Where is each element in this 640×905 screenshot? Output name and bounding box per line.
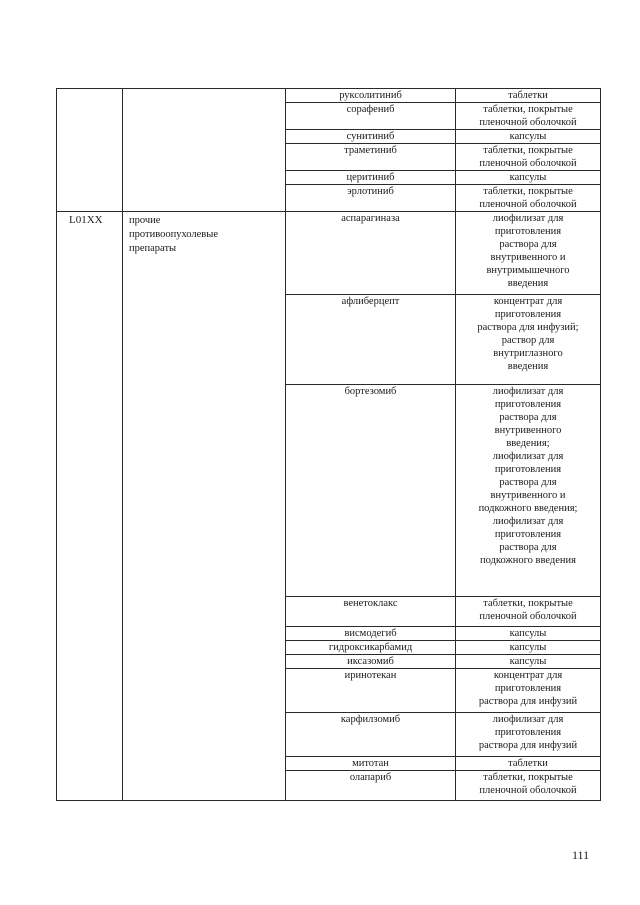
dosage-form-cell [456, 171, 601, 185]
drug-name-cell: руксолитиниб [286, 89, 456, 103]
drug-name-cell: митотан [286, 757, 456, 771]
dosage-form-text: капсулы [509, 628, 547, 639]
drug-name-cell: гидроксикарбамид [286, 641, 456, 655]
drug-name-cell: сунитиниб [286, 130, 456, 144]
dosage-form-text: таблетки, покрытые пленочной оболочкой [479, 145, 577, 169]
atc-code-cell [57, 89, 123, 212]
dosage-form-cell [456, 385, 601, 597]
dosage-form-cell [456, 89, 601, 103]
dosage-form-cell [456, 103, 601, 130]
group-title-cell [123, 89, 286, 212]
page-number: 111 [572, 848, 590, 862]
dosage-form-text: лиофилизат для приготовления раствора для инфузий [478, 714, 578, 751]
dosage-form-text: таблетки, покрытые пленочной оболочкой [479, 772, 577, 796]
drug-name-cell: эрлотиниб [286, 185, 456, 212]
group-title-cell: прочие противоопухолевые препараты [123, 212, 286, 801]
table-row [57, 212, 601, 295]
drug-name-cell: траметиниб [286, 144, 456, 171]
drug-name-cell: бортезомиб [286, 385, 456, 597]
drug-name-cell: иксазомиб [286, 655, 456, 669]
dosage-form-cell [456, 771, 601, 801]
dosage-form-cell [456, 627, 601, 641]
dosage-form-cell [456, 713, 601, 757]
dosage-form-text: лиофилизат для приготовления раствора для внутривенного и внутримышечного введения [486, 213, 570, 289]
dosage-form-text: капсулы [509, 642, 547, 653]
dosage-form-cell [456, 295, 601, 385]
drug-name-cell: висмодегиб [286, 627, 456, 641]
drug-name-cell: сорафениб [286, 103, 456, 130]
dosage-form-text: капсулы [509, 131, 547, 142]
dosage-form-cell [456, 597, 601, 627]
dosage-form-text: таблетки [508, 90, 548, 101]
dosage-form-text: таблетки, покрытые пленочной оболочкой [479, 104, 577, 128]
drug-name-cell: иринотекан [286, 669, 456, 713]
dosage-form-text: капсулы [509, 172, 547, 183]
dosage-form-cell [456, 212, 601, 295]
atc-code-cell: L01XX [57, 212, 123, 801]
drug-table [56, 88, 601, 801]
drug-name-cell: аспарагиназа [286, 212, 456, 295]
drug-name-cell: церитиниб [286, 171, 456, 185]
dosage-form-cell [456, 757, 601, 771]
drug-name-cell: венетоклакс [286, 597, 456, 627]
dosage-form-text: лиофилизат для приготовления раствора для внутривенного введения; лиофилизат для приготовления раствора для внутривенного и подкожного введения; лиофилизат для приготовления раствора для подкожного введения [478, 386, 578, 566]
dosage-form-text: концентрат для приготовления раствора для инфузий [478, 670, 578, 707]
table-row [57, 89, 601, 103]
dosage-form-cell [456, 185, 601, 212]
drug-name-cell: афлиберцепт [286, 295, 456, 385]
dosage-form-cell [456, 144, 601, 171]
dosage-form-text: капсулы [509, 656, 547, 667]
dosage-form-cell [456, 655, 601, 669]
dosage-form-cell [456, 669, 601, 713]
dosage-form-text: концентрат для приготовления раствора для инфузий; раствор для внутриглазного введения [477, 296, 579, 372]
dosage-form-cell [456, 641, 601, 655]
drug-name-cell: олапариб [286, 771, 456, 801]
drug-name-cell: карфилзомиб [286, 713, 456, 757]
dosage-form-text: таблетки, покрытые пленочной оболочкой [479, 186, 577, 210]
dosage-form-text: таблетки, покрытые пленочной оболочкой [479, 598, 577, 622]
dosage-form-text: таблетки [508, 758, 548, 769]
dosage-form-cell [456, 130, 601, 144]
